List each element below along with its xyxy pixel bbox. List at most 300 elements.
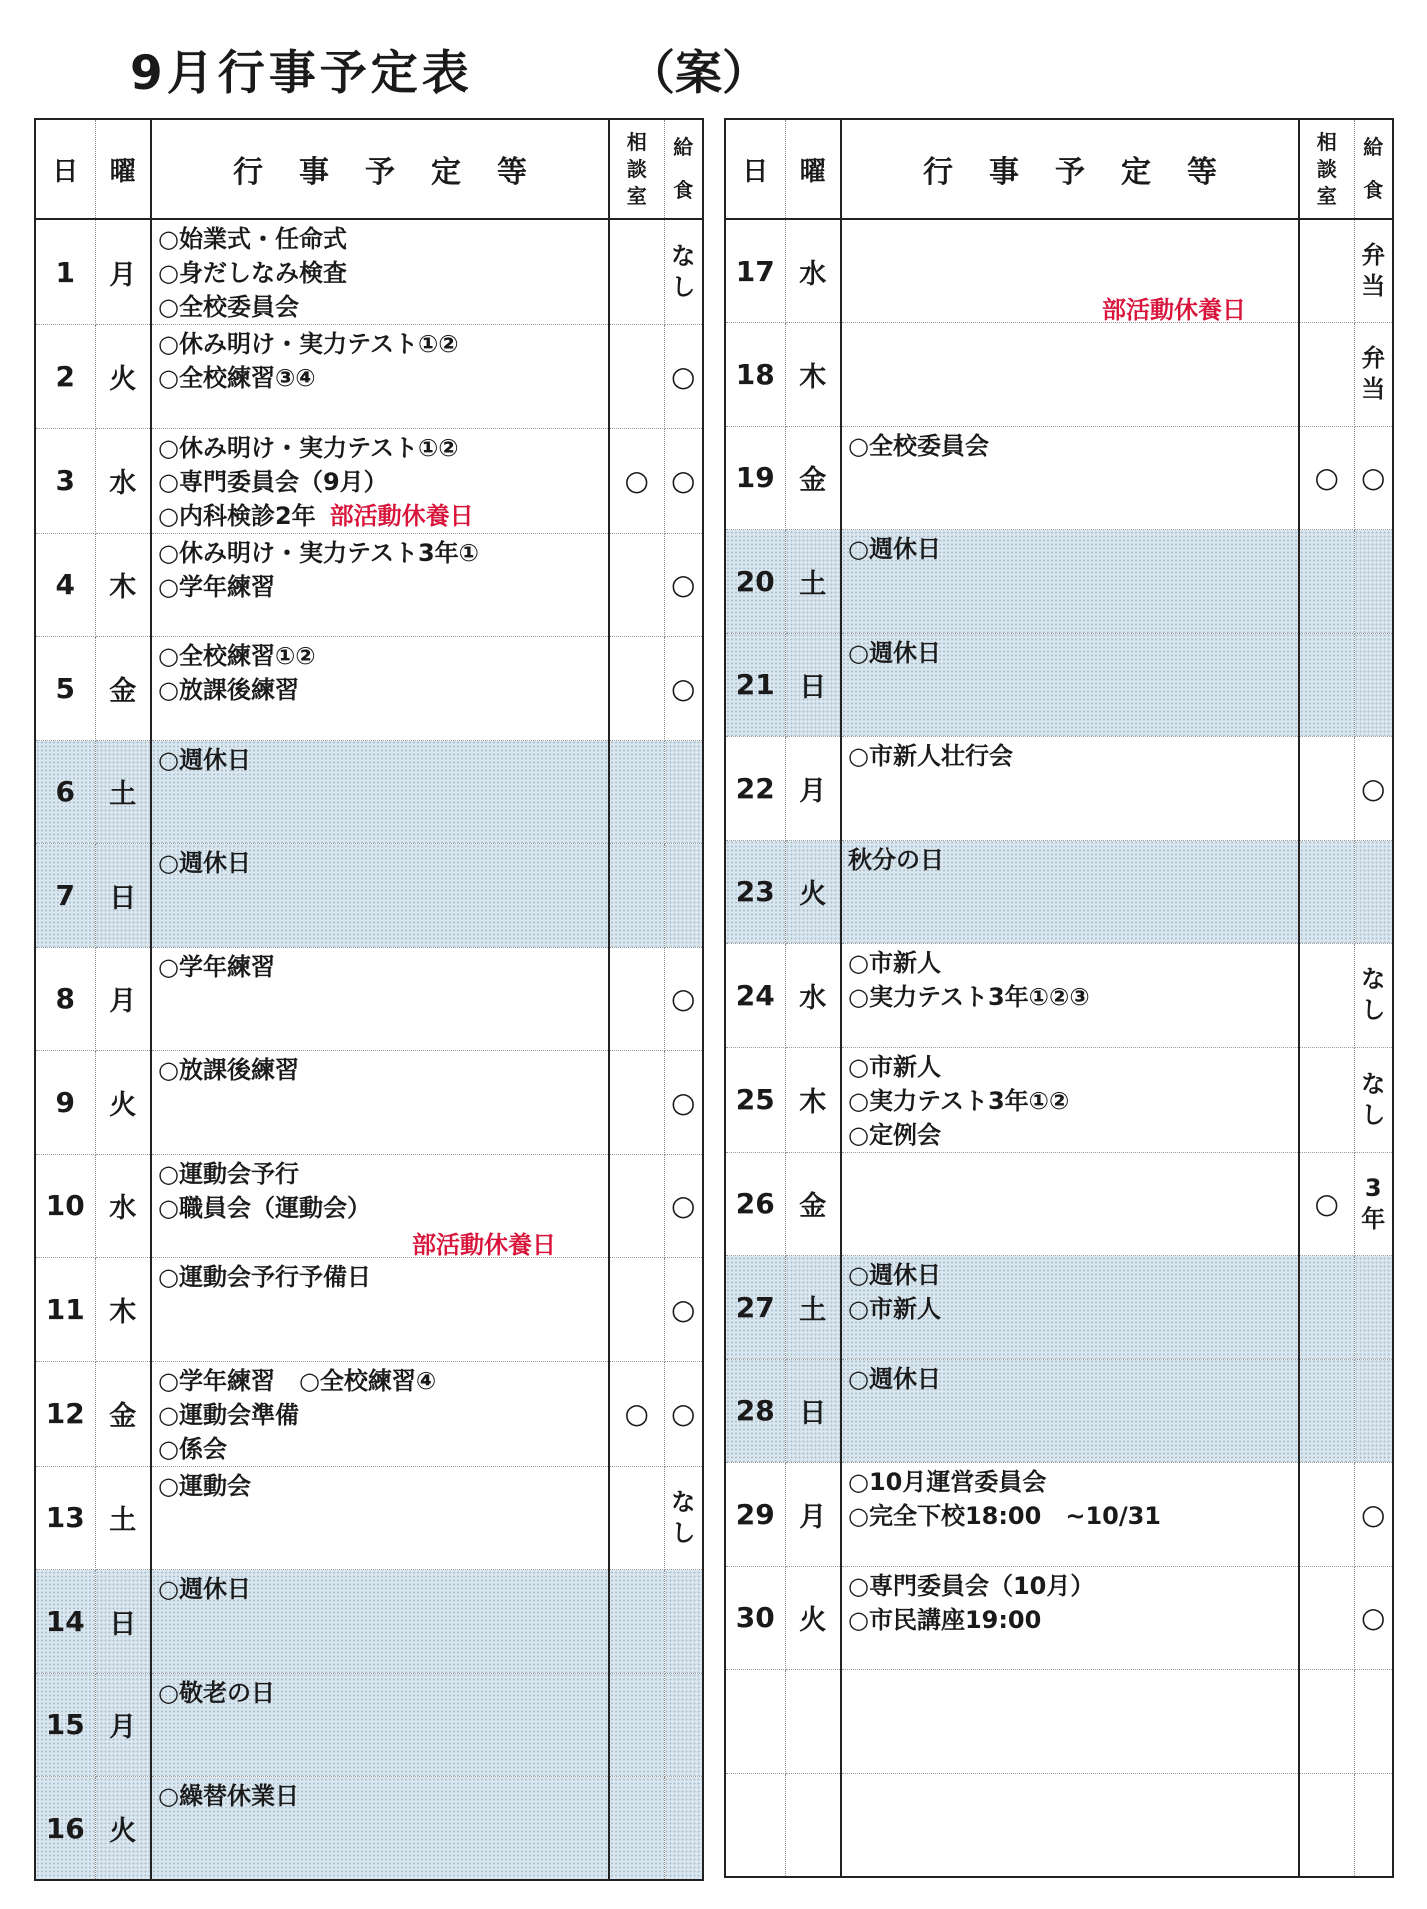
event-item: ○始業式・任命式: [158, 225, 347, 253]
event-list: [152, 1777, 608, 1813]
event-list: [842, 634, 1298, 670]
header-counsel: [1299, 119, 1354, 219]
weekday: 火: [95, 1051, 151, 1155]
lunch-cell: [1354, 323, 1393, 427]
header-weekday: 曜: [785, 119, 841, 219]
lunch-cell: [1354, 426, 1393, 530]
lunch-mark: ○: [1361, 1497, 1386, 1531]
event-list: [152, 741, 608, 777]
lunch-cell: [664, 1051, 703, 1155]
lunch-char: 弁: [1361, 241, 1386, 269]
day-number: 1: [35, 219, 95, 325]
counsel-mark: [609, 1777, 664, 1881]
event-list: [842, 841, 1298, 877]
day-number: 9: [35, 1051, 95, 1155]
lunch-cell: [664, 428, 703, 533]
weekday: 火: [95, 325, 151, 429]
counsel-mark: [609, 1258, 664, 1362]
lunch-char: な: [671, 242, 696, 270]
day-number: 24: [725, 944, 785, 1048]
counsel-mark: [1299, 840, 1354, 944]
club-rest-note: 部活動休養日: [1102, 296, 1246, 323]
weekday: 土: [95, 740, 151, 844]
lunch-cell: [1354, 944, 1393, 1048]
events-cell: [151, 1258, 609, 1362]
header-day: 日: [35, 119, 95, 219]
event-list: [152, 1674, 608, 1710]
day-number: 13: [35, 1466, 95, 1570]
schedule-row: [35, 428, 703, 533]
counsel-mark: [1299, 219, 1354, 323]
event-list: [152, 534, 608, 604]
page-title: 9月行事予定表: [130, 46, 473, 101]
events-cell: [841, 840, 1299, 944]
event-list: [842, 944, 1298, 1014]
event-item: ○内科検診2年: [158, 501, 316, 530]
schedule-row: [725, 1566, 1393, 1670]
weekday: 土: [785, 530, 841, 634]
event-list: [842, 220, 1298, 222]
events-cell: [151, 1570, 609, 1674]
day-number: 5: [35, 637, 95, 741]
day-number: 7: [35, 844, 95, 948]
event-item: ○運動会予行: [158, 1159, 299, 1188]
lunch-text: [665, 241, 703, 303]
weekday: [785, 1773, 841, 1877]
lunch-cell: [664, 637, 703, 741]
schedule-row: [35, 1777, 703, 1881]
schedule-row: [725, 323, 1393, 427]
event-list: [842, 427, 1298, 463]
events-cell: [841, 426, 1299, 530]
event-item: ○市新人: [848, 949, 941, 977]
weekday: 木: [785, 1047, 841, 1152]
header-lunch: [1354, 119, 1393, 219]
weekday: 土: [95, 1466, 151, 1570]
day-number: 3: [35, 428, 95, 533]
lunch-cell: [1354, 1152, 1393, 1256]
lunch-cell: [664, 1154, 703, 1258]
event-list: [152, 1051, 608, 1087]
events-cell: [841, 323, 1299, 427]
counsel-mark: [1299, 1773, 1354, 1877]
schedule-row: [725, 1463, 1393, 1567]
day-number: 22: [725, 737, 785, 841]
counsel-mark: [609, 1466, 664, 1570]
events-cell: [151, 428, 609, 533]
lunch-cell: [1354, 1463, 1393, 1567]
day-number: 6: [35, 740, 95, 844]
event-item: ○放課後練習: [158, 676, 299, 704]
counsel-mark: [1299, 1359, 1354, 1463]
counsel-mark: [609, 1154, 664, 1258]
schedule-row: [35, 219, 703, 325]
schedule-table-left: [34, 118, 704, 1881]
lunch-char: 3: [1364, 1173, 1382, 1202]
event-item: ○週休日: [848, 1261, 941, 1289]
event-item: ○全校委員会: [158, 293, 299, 321]
event-item: ○週休日: [848, 638, 941, 667]
lunch-mark: ○: [671, 671, 696, 705]
day-number: 28: [725, 1359, 785, 1463]
events-cell: [841, 1152, 1299, 1256]
day-number: 29: [725, 1463, 785, 1567]
header-lunch-char: 給: [673, 135, 694, 159]
lunch-cell: [664, 1673, 703, 1777]
counsel-mark: [609, 325, 664, 429]
weekday: 日: [95, 844, 151, 948]
events-cell: [841, 944, 1299, 1048]
counsel-mark: [609, 740, 664, 844]
weekday: 月: [95, 1673, 151, 1777]
day-number: 17: [725, 219, 785, 323]
event-item: ○定例会: [848, 1120, 941, 1149]
event-item: ○週休日: [848, 535, 941, 563]
schedule-row: [725, 1047, 1393, 1152]
counsel-mark: [609, 1051, 664, 1155]
lunch-cell: [664, 219, 703, 325]
schedule-row: [725, 530, 1393, 634]
day-number: 14: [35, 1570, 95, 1674]
events-cell: [841, 1359, 1299, 1463]
counsel-mark: [609, 219, 664, 325]
event-item: ○運動会準備: [158, 1400, 299, 1429]
event-list: [152, 1467, 608, 1503]
lunch-cell: [1354, 1359, 1393, 1463]
schedule-row: [35, 740, 703, 844]
events-cell: [841, 530, 1299, 634]
events-cell: [841, 633, 1299, 737]
event-item: ○職員会（運動会）: [158, 1193, 371, 1222]
schedule-row: [725, 944, 1393, 1048]
event-item: ○繰替休業日: [158, 1782, 299, 1810]
event-item: ○専門委員会（10月）: [848, 1571, 1095, 1600]
event-list: [152, 1362, 608, 1466]
day-number: 12: [35, 1361, 95, 1466]
event-item: ○専門委員会（9月）: [158, 467, 388, 496]
counsel-mark: [609, 844, 664, 948]
events-cell: [151, 1673, 609, 1777]
events-cell: [151, 740, 609, 844]
weekday: 木: [95, 1258, 151, 1362]
lunch-mark: ○: [671, 1292, 696, 1326]
event-item: ○週休日: [158, 849, 251, 877]
lunch-cell: [664, 1361, 703, 1466]
counsel-mark: [609, 1673, 664, 1777]
event-list: [152, 1155, 608, 1225]
day-number: 19: [725, 426, 785, 530]
lunch-mark: ○: [671, 568, 696, 602]
event-item: ○運動会予行予備日: [158, 1263, 371, 1291]
club-rest-note: 部活動休養日: [329, 501, 474, 530]
events-cell: [151, 1154, 609, 1258]
day-number: 30: [725, 1566, 785, 1670]
schedule-row: [725, 219, 1393, 323]
lunch-cell: [1354, 633, 1393, 737]
lunch-cell: [1354, 1047, 1393, 1152]
event-item: ○敬老の日: [158, 1678, 275, 1707]
schedule-row: [725, 426, 1393, 530]
weekday: 金: [95, 1361, 151, 1466]
lunch-text: [1355, 343, 1393, 405]
day-number: 18: [725, 323, 785, 427]
event-list: [152, 1258, 608, 1294]
event-list: [152, 429, 608, 533]
event-list: [842, 1256, 1298, 1326]
counsel-mark: [1299, 530, 1354, 634]
event-list: [842, 1567, 1298, 1637]
lunch-cell: [1354, 840, 1393, 944]
lunch-cell: [1354, 219, 1393, 323]
event-item: ○市新人: [848, 1052, 941, 1081]
weekday: 水: [95, 428, 151, 533]
schedule-row: [35, 947, 703, 1051]
schedule-row: [35, 325, 703, 429]
lunch-cell: [1354, 737, 1393, 841]
counsel-mark: [1299, 323, 1354, 427]
schedule-row: [725, 1773, 1393, 1877]
header-weekday: 曜: [95, 119, 151, 219]
weekday: 土: [785, 1256, 841, 1360]
schedule-row: [725, 1359, 1393, 1463]
lunch-char: し: [1361, 996, 1386, 1025]
lunch-char: 弁: [1361, 344, 1386, 373]
lunch-cell: [1354, 1670, 1393, 1774]
lunch-cell: [1354, 1773, 1393, 1877]
lunch-mark: ○: [1361, 1601, 1386, 1635]
weekday: 日: [785, 633, 841, 737]
events-cell: [151, 844, 609, 948]
events-cell: [841, 737, 1299, 841]
counsel-mark: [1299, 1047, 1354, 1152]
schedule-row: [35, 533, 703, 637]
weekday: 日: [785, 1359, 841, 1463]
lunch-char: 年: [1361, 1204, 1386, 1233]
lunch-char: 当: [1361, 272, 1386, 300]
event-item: ○週休日: [158, 745, 251, 774]
counsel-mark: [609, 1570, 664, 1674]
events-cell: [841, 1566, 1299, 1670]
event-list: [152, 1570, 608, 1606]
day-number: 8: [35, 947, 95, 1051]
schedule-row: [725, 737, 1393, 841]
day-number: 23: [725, 840, 785, 944]
header-counsel-char: 相: [1316, 129, 1337, 154]
schedule-row: [35, 1466, 703, 1570]
weekday: 火: [785, 840, 841, 944]
header-events: 行事予定等: [841, 119, 1299, 219]
day-number: 10: [35, 1154, 95, 1258]
day-number: [725, 1670, 785, 1774]
header-counsel-char: 談: [1316, 156, 1337, 181]
lunch-cell: [664, 844, 703, 948]
event-item: ○市新人: [848, 1295, 941, 1323]
header-counsel-char: 相: [626, 129, 647, 154]
lunch-mark: ○: [671, 1085, 696, 1119]
lunch-char: し: [671, 273, 696, 301]
counsel-mark: [609, 637, 664, 741]
lunch-char: し: [671, 1518, 696, 1547]
events-cell: [841, 219, 1299, 323]
weekday: 月: [785, 737, 841, 841]
weekday: 日: [95, 1570, 151, 1674]
weekday: 月: [95, 219, 151, 325]
counsel-mark: ○: [609, 428, 664, 533]
event-item: ○市新人壮行会: [848, 742, 1013, 770]
events-cell: [151, 637, 609, 741]
events-cell: [151, 1051, 609, 1155]
schedule-row: [35, 1258, 703, 1362]
lunch-char: 当: [1361, 375, 1386, 404]
lunch-cell: [664, 533, 703, 637]
weekday: 木: [785, 323, 841, 427]
schedule-table-right: [724, 118, 1394, 1878]
schedule-row: [35, 1051, 703, 1155]
event-item: ○係会: [158, 1434, 227, 1463]
event-list: [842, 1048, 1298, 1152]
lunch-mark: ○: [671, 982, 696, 1016]
event-list: [842, 530, 1298, 566]
event-list: [842, 1153, 1298, 1155]
event-item: ○市民講座19:00: [848, 1605, 1042, 1634]
lunch-char: な: [1361, 1069, 1386, 1098]
schedule-row: [725, 840, 1393, 944]
event-list: [842, 1670, 1298, 1672]
weekday: 月: [785, 1463, 841, 1567]
weekday: 水: [95, 1154, 151, 1258]
counsel-mark: [1299, 1256, 1354, 1360]
event-item: 秋分の日: [848, 845, 944, 874]
counsel-mark: [1299, 1463, 1354, 1567]
counsel-mark: [1299, 737, 1354, 841]
event-list: [842, 323, 1298, 325]
lunch-cell: [1354, 1256, 1393, 1360]
event-item: ○学年練習 ○全校練習④: [158, 1366, 437, 1395]
event-item: ○週休日: [848, 1364, 941, 1393]
lunch-text: [1355, 1069, 1393, 1131]
event-list: [152, 325, 608, 395]
counsel-mark: [1299, 944, 1354, 1048]
events-cell: [841, 1047, 1299, 1152]
weekday: 木: [95, 533, 151, 637]
lunch-text: [1355, 240, 1393, 302]
counsel-mark: ○: [1299, 1152, 1354, 1256]
weekday: 水: [785, 944, 841, 1048]
event-item-with-note: [158, 499, 608, 533]
lunch-cell: [1354, 530, 1393, 634]
lunch-cell: [664, 325, 703, 429]
day-number: 20: [725, 530, 785, 634]
weekday: 火: [95, 1777, 151, 1881]
schedule-row: [35, 844, 703, 948]
event-item: ○週休日: [158, 1575, 251, 1603]
lunch-text: [1355, 964, 1393, 1026]
lunch-char: し: [1361, 1100, 1386, 1129]
lunch-mark: ○: [671, 464, 696, 497]
events-cell: [151, 1777, 609, 1881]
event-item: ○学年練習: [158, 952, 275, 981]
event-item: ○全校委員会: [848, 431, 989, 460]
lunch-cell: [664, 740, 703, 844]
weekday: 月: [95, 947, 151, 1051]
events-cell: [151, 947, 609, 1051]
lunch-mark: ○: [1361, 461, 1386, 495]
event-list: [842, 1360, 1298, 1396]
counsel-mark: [609, 947, 664, 1051]
weekday: 火: [785, 1566, 841, 1670]
event-item: ○休み明け・実力テスト①②: [158, 330, 459, 358]
events-cell: [151, 325, 609, 429]
weekday: [785, 1670, 841, 1774]
counsel-mark: [1299, 1670, 1354, 1774]
header-counsel: [609, 119, 664, 219]
day-number: 11: [35, 1258, 95, 1362]
event-list: [842, 1774, 1298, 1776]
schedule-row: [35, 1570, 703, 1674]
events-cell: [151, 219, 609, 325]
counsel-mark: [609, 533, 664, 637]
header-lunch-char: 食: [1363, 178, 1384, 202]
lunch-char: な: [671, 1487, 696, 1516]
schedule-row: [725, 1670, 1393, 1774]
lunch-cell: [664, 947, 703, 1051]
day-number: 21: [725, 633, 785, 737]
club-rest-note: 部活動休養日: [412, 1230, 556, 1258]
lunch-cell: [664, 1258, 703, 1362]
event-list: [842, 737, 1298, 773]
lunch-mark: ○: [1361, 771, 1386, 805]
schedule-row: [725, 1152, 1393, 1256]
header-day: 日: [725, 119, 785, 219]
schedule-row: [35, 637, 703, 741]
event-item: ○放課後練習: [158, 1056, 299, 1084]
event-list: [842, 1463, 1298, 1533]
day-number: 15: [35, 1673, 95, 1777]
header-counsel-char: 室: [626, 183, 647, 208]
event-item: ○身だしなみ検査: [158, 259, 347, 287]
counsel-mark: ○: [609, 1361, 664, 1466]
day-number: 16: [35, 1777, 95, 1881]
events-cell: [151, 1361, 609, 1466]
event-item: ○運動会: [158, 1471, 251, 1500]
event-item: ○休み明け・実力テスト①②: [158, 433, 459, 462]
events-cell: [841, 1773, 1299, 1877]
header-events: 行事予定等: [151, 119, 609, 219]
events-cell: [841, 1463, 1299, 1567]
events-cell: [841, 1256, 1299, 1360]
events-cell: [151, 1466, 609, 1570]
header-lunch: [664, 119, 703, 219]
events-cell: [151, 533, 609, 637]
event-item: ○休み明け・実力テスト3年①: [158, 538, 480, 567]
event-list: [152, 637, 608, 707]
day-number: 2: [35, 325, 95, 429]
day-number: 4: [35, 533, 95, 637]
day-number: [725, 1773, 785, 1877]
schedule-row: [725, 633, 1393, 737]
counsel-mark: ○: [1299, 426, 1354, 530]
counsel-mark: [1299, 1566, 1354, 1670]
lunch-mark: ○: [671, 1397, 696, 1430]
event-item: ○学年練習: [158, 572, 275, 601]
counsel-mark: [1299, 633, 1354, 737]
event-item: ○実力テスト3年①②: [848, 1086, 1070, 1115]
event-list: [152, 844, 608, 880]
event-list: [152, 220, 608, 324]
weekday: 水: [785, 219, 841, 323]
header-counsel-char: 談: [626, 156, 647, 181]
lunch-text: [1355, 1173, 1393, 1235]
